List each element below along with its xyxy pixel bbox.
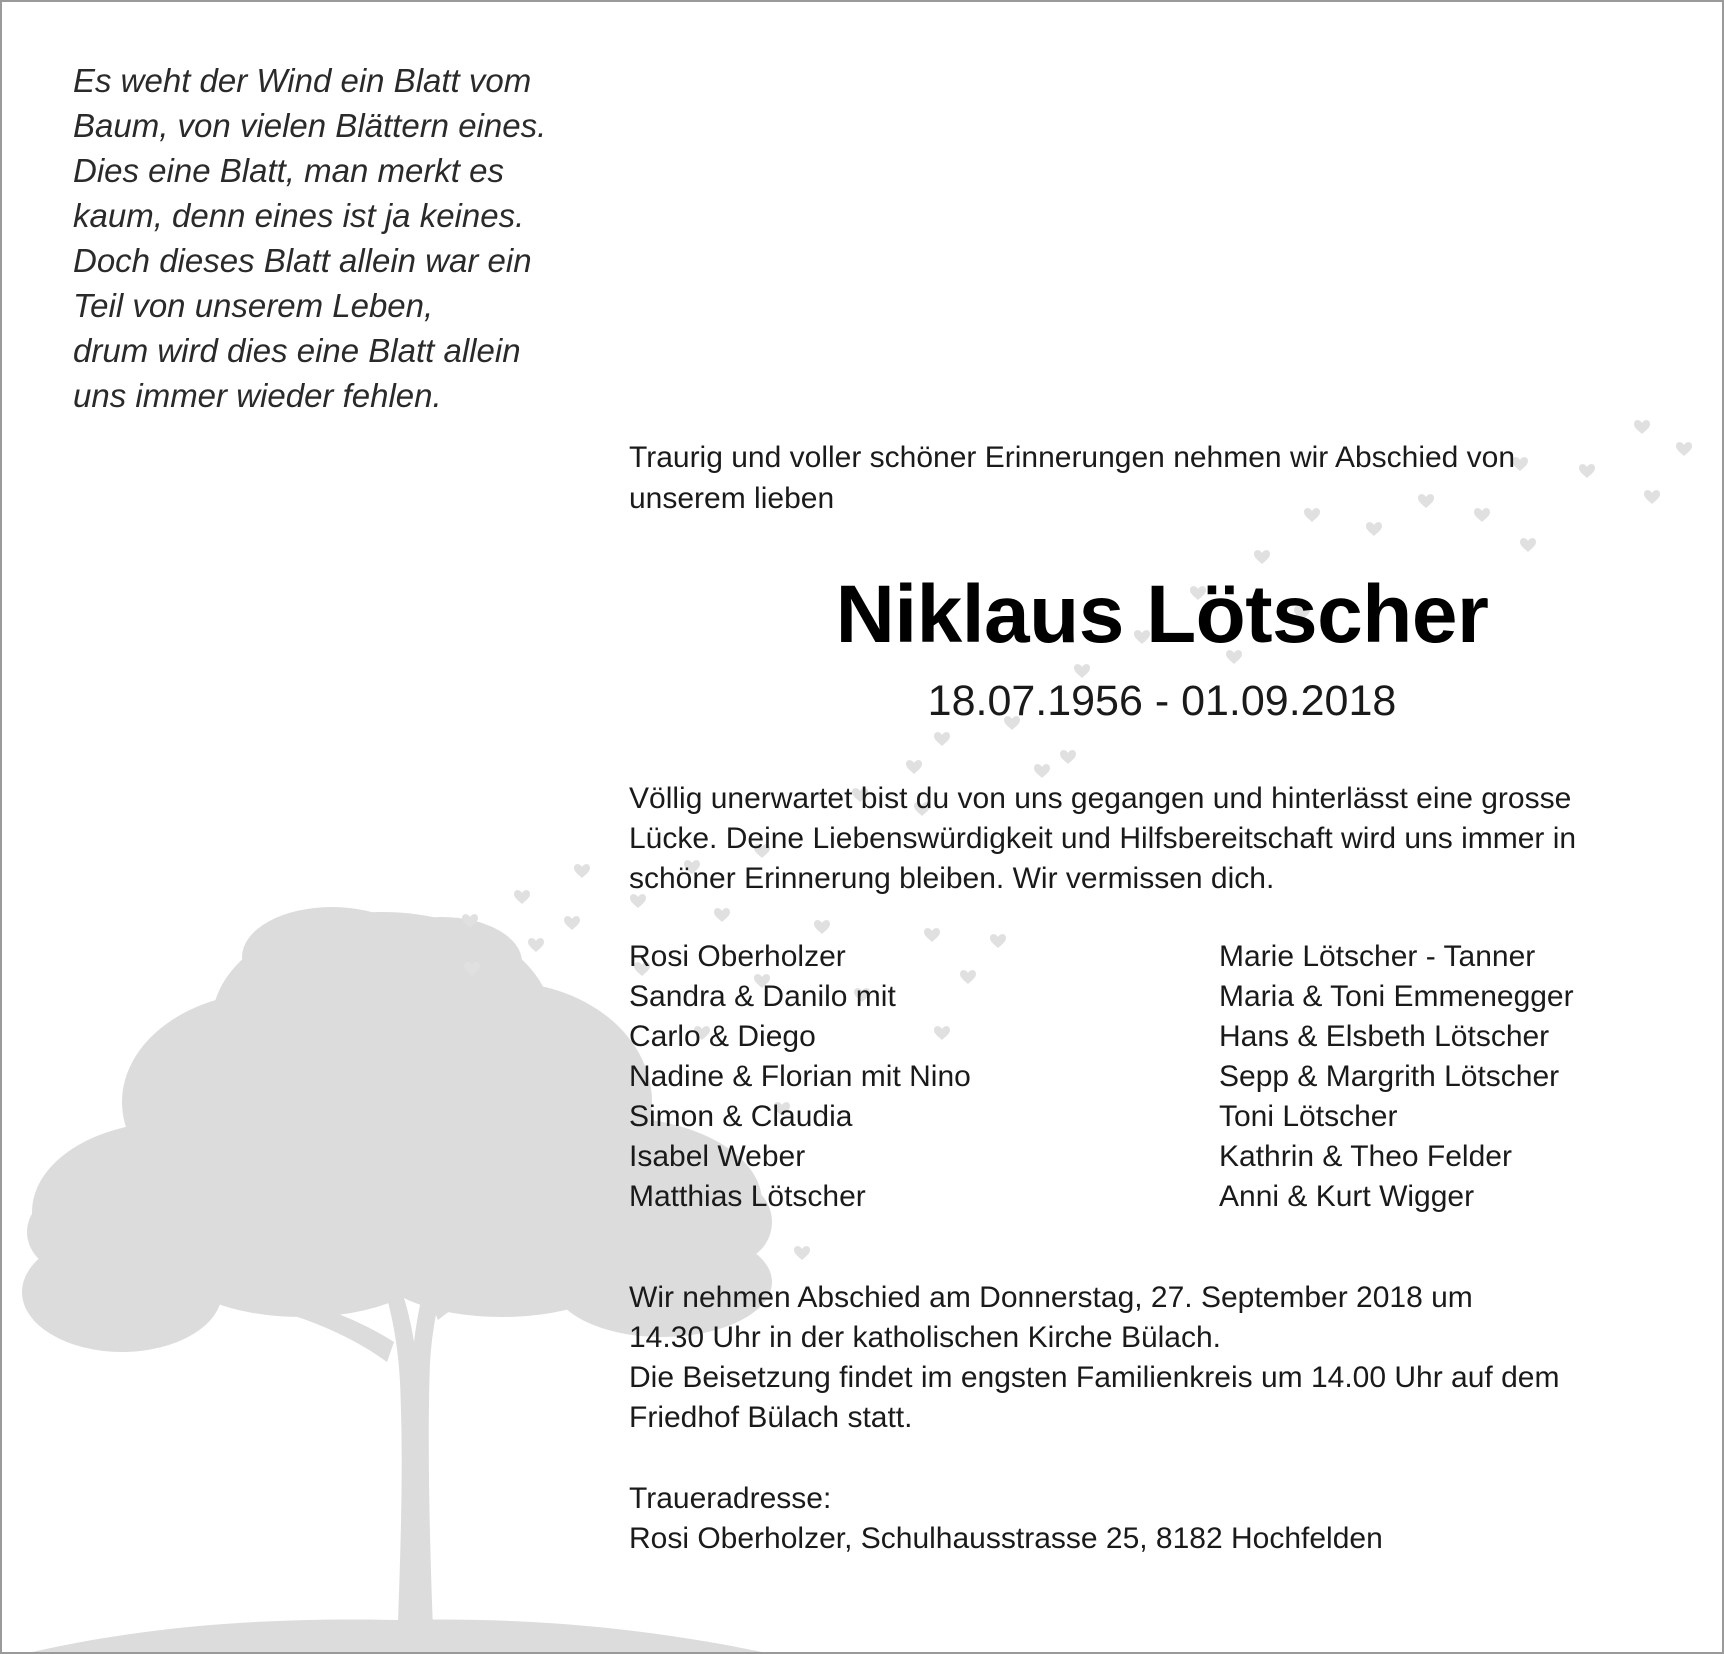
heart-icon	[990, 934, 1006, 948]
message-text	[629, 779, 1709, 899]
poem-line: uns immer wieder fehlen.	[73, 377, 442, 414]
heart-icon	[528, 938, 544, 952]
heart-icon	[1644, 490, 1660, 504]
heart-icon	[1034, 764, 1050, 778]
poem	[73, 58, 593, 418]
mourner-name: Nadine & Florian mit Nino	[629, 1060, 971, 1093]
mourner-name: Rosi Oberholzer	[629, 940, 846, 973]
service-line: Wir nehmen Abschied am Donnerstag, 27. September 2018 um	[629, 1281, 1473, 1314]
mourner-name: Sepp & Margrith Lötscher	[1219, 1060, 1560, 1093]
heart-icon	[514, 890, 530, 904]
poem-line: Es weht der Wind ein Blatt vom	[73, 62, 532, 99]
heart-icon	[814, 920, 830, 934]
heart-icon	[564, 916, 580, 930]
mourner-name: Maria & Toni Emmenegger	[1219, 980, 1574, 1013]
heart-icon	[1676, 442, 1692, 456]
address-label: Traueradresse:	[629, 1482, 832, 1515]
intro-line: unserem lieben	[629, 482, 835, 515]
poem-line: Dies eine Blatt, man merkt es	[73, 152, 504, 189]
heart-icon	[934, 732, 950, 746]
mourner-name: Marie Lötscher - Tanner	[1219, 940, 1536, 973]
heart-icon	[574, 864, 590, 878]
life-dates: 18.07.1956 - 01.09.2018	[927, 677, 1397, 725]
mourner-name: Hans & Elsbeth Lötscher	[1219, 1020, 1550, 1053]
heart-icon	[794, 1246, 810, 1260]
poem-line: Teil von unserem Leben,	[73, 287, 434, 324]
mourner-name: Matthias Lötscher	[629, 1180, 866, 1213]
mourner-name: Anni & Kurt Wigger	[1219, 1180, 1475, 1213]
heart-icon	[1254, 550, 1270, 564]
poem-line: drum wird dies eine Blatt allein	[73, 332, 521, 369]
mourner-name: Kathrin & Theo Felder	[1219, 1140, 1512, 1173]
poem-line: Baum, von vielen Blättern eines.	[73, 107, 547, 144]
mourner-name: Sandra & Danilo mit	[629, 980, 896, 1013]
heart-icon	[1060, 750, 1076, 764]
address-value: Rosi Oberholzer, Schulhausstrasse 25, 8182 Hochfelden	[629, 1522, 1383, 1555]
service-line: 14.30 Uhr in der katholischen Kirche Bülach.	[629, 1321, 1222, 1354]
message-line: schöner Erinnerung bleiben. Wir vermissen dich.	[629, 862, 1275, 895]
heart-icon	[1520, 538, 1536, 552]
service-line: Die Beisetzung findet im engsten Familienkreis um 14.00 Uhr auf dem	[629, 1361, 1560, 1394]
mourner-name: Carlo & Diego	[629, 1020, 816, 1053]
mourners-right-list	[1219, 937, 1574, 1217]
intro-text	[629, 437, 1629, 519]
message-line: Lücke. Deine Liebenswürdigkeit und Hilfsbereitschaft wird uns immer in	[629, 822, 1577, 855]
deceased-name: Niklaus Lötscher	[835, 569, 1489, 660]
message-line: Völlig unerwartet bist du von uns gegangen und hinterlässt eine grosse	[629, 782, 1572, 815]
intro-line: Traurig und voller schöner Erinnerungen nehmen wir Abschied von	[629, 441, 1516, 474]
poem-line: kaum, denn eines ist ja keines.	[73, 197, 525, 234]
heart-icon	[906, 760, 922, 774]
service-line: Friedhof Bülach statt.	[629, 1401, 913, 1434]
poem-line: Doch dieses Blatt allein war ein	[73, 242, 532, 279]
mourner-name: Simon & Claudia	[629, 1100, 853, 1133]
service-info	[629, 1278, 1709, 1438]
heart-icon	[1634, 420, 1650, 434]
mourner-name: Toni Lötscher	[1219, 1100, 1398, 1133]
heart-icon	[714, 908, 730, 922]
mourners-left-list	[629, 937, 971, 1217]
heart-icon	[1366, 522, 1382, 536]
mourner-name: Isabel Weber	[629, 1140, 806, 1173]
